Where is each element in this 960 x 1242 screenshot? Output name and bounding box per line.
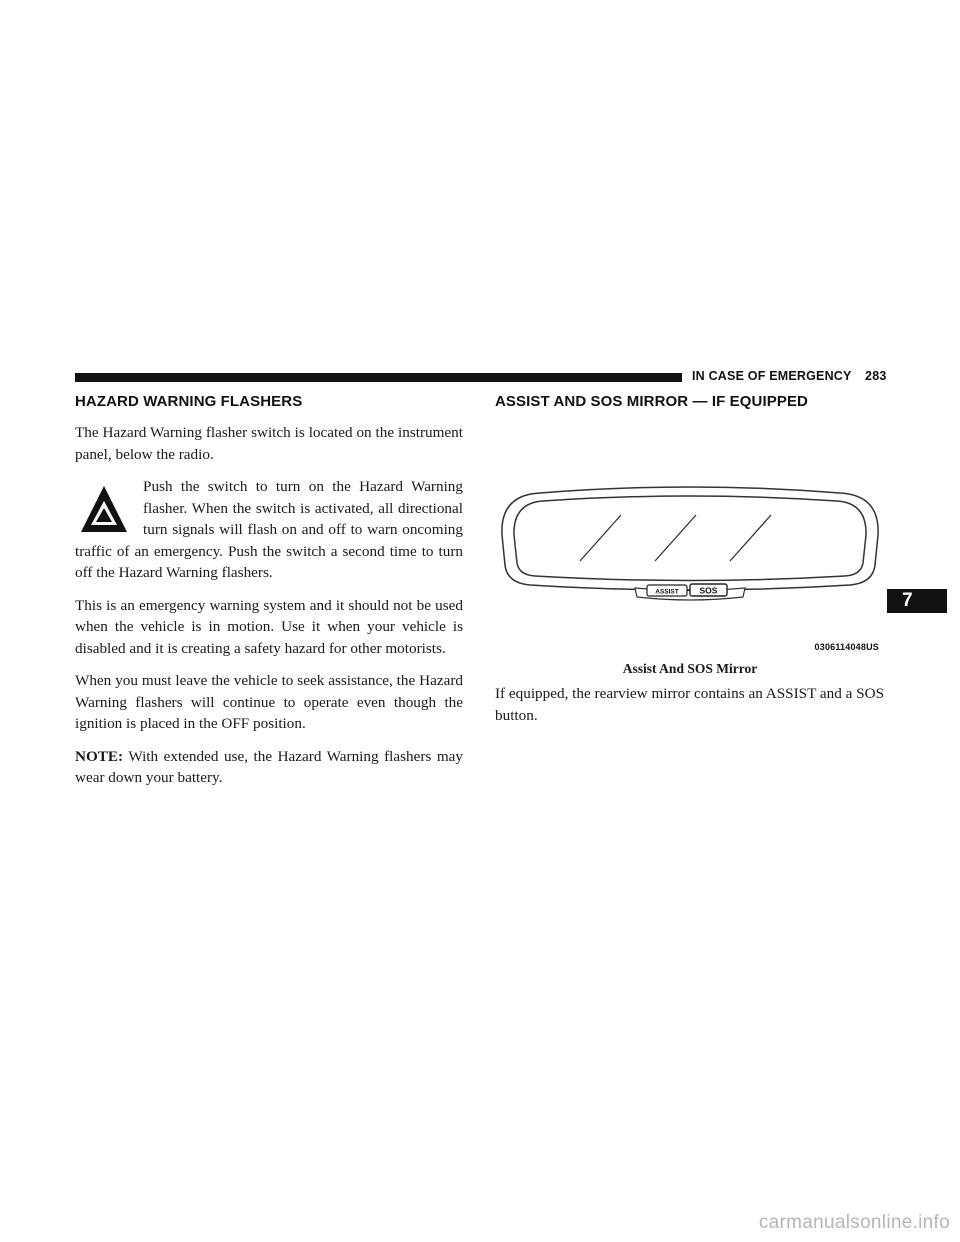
- figure-code: 0306114048US: [814, 642, 879, 652]
- hazard-note: [75, 746, 463, 789]
- hazard-paragraph-3: When you must leave the vehicle to seek assistance, the Hazard Warning flashers will continue to operate even though the ignition is placed in the OFF position.: [75, 672, 463, 732]
- page-number: 283: [865, 369, 887, 383]
- mirror-figure: [495, 485, 885, 655]
- running-header: [692, 369, 887, 383]
- assist-button-label: ASSIST: [655, 588, 679, 596]
- hazard-intro: The Hazard Warning flasher switch is located on the instrument panel, below the radio.: [75, 424, 463, 463]
- hazard-heading: HAZARD WARNING FLASHERS: [75, 393, 303, 410]
- note-text: With extended use, the Hazard Warning flashers may wear down your battery.: [75, 747, 463, 786]
- hazard-warning-triangle-icon: [79, 484, 129, 536]
- header-rule: [75, 373, 682, 382]
- chapter-tab: 7: [887, 589, 947, 613]
- hazard-icon-paragraph: Push the switch to turn on the Hazard Warning flasher. When the switch is activated, all directional turn signals will flash on and off to warn oncoming traffic of an emergency. Push the switch a second time to turn off the Hazard Warning flashers.: [75, 478, 463, 581]
- right-column: [495, 393, 885, 422]
- watermark: carmanualsonline.info: [758, 1212, 950, 1233]
- mirror-body: [495, 683, 885, 737]
- hazard-paragraph-2: This is an emergency warning system and it should not be used when the vehicle is in motion. Use it when your vehicle is disabled and it is creating a safety hazard for other motorists.: [75, 596, 463, 657]
- note-label: NOTE:: [75, 747, 124, 765]
- hazard-icon-block: [75, 476, 463, 584]
- left-column: [75, 393, 463, 800]
- mirror-heading: ASSIST AND SOS MIRROR — IF EQUIPPED: [495, 393, 808, 410]
- figure-caption: Assist And SOS Mirror: [622, 661, 758, 676]
- sos-button-label: SOS: [699, 585, 718, 596]
- rearview-mirror-illustration: [495, 485, 885, 645]
- header-section-title: IN CASE OF EMERGENCY: [692, 369, 852, 383]
- mirror-paragraph: If equipped, the rearview mirror contains an ASSIST and a SOS button.: [495, 685, 885, 724]
